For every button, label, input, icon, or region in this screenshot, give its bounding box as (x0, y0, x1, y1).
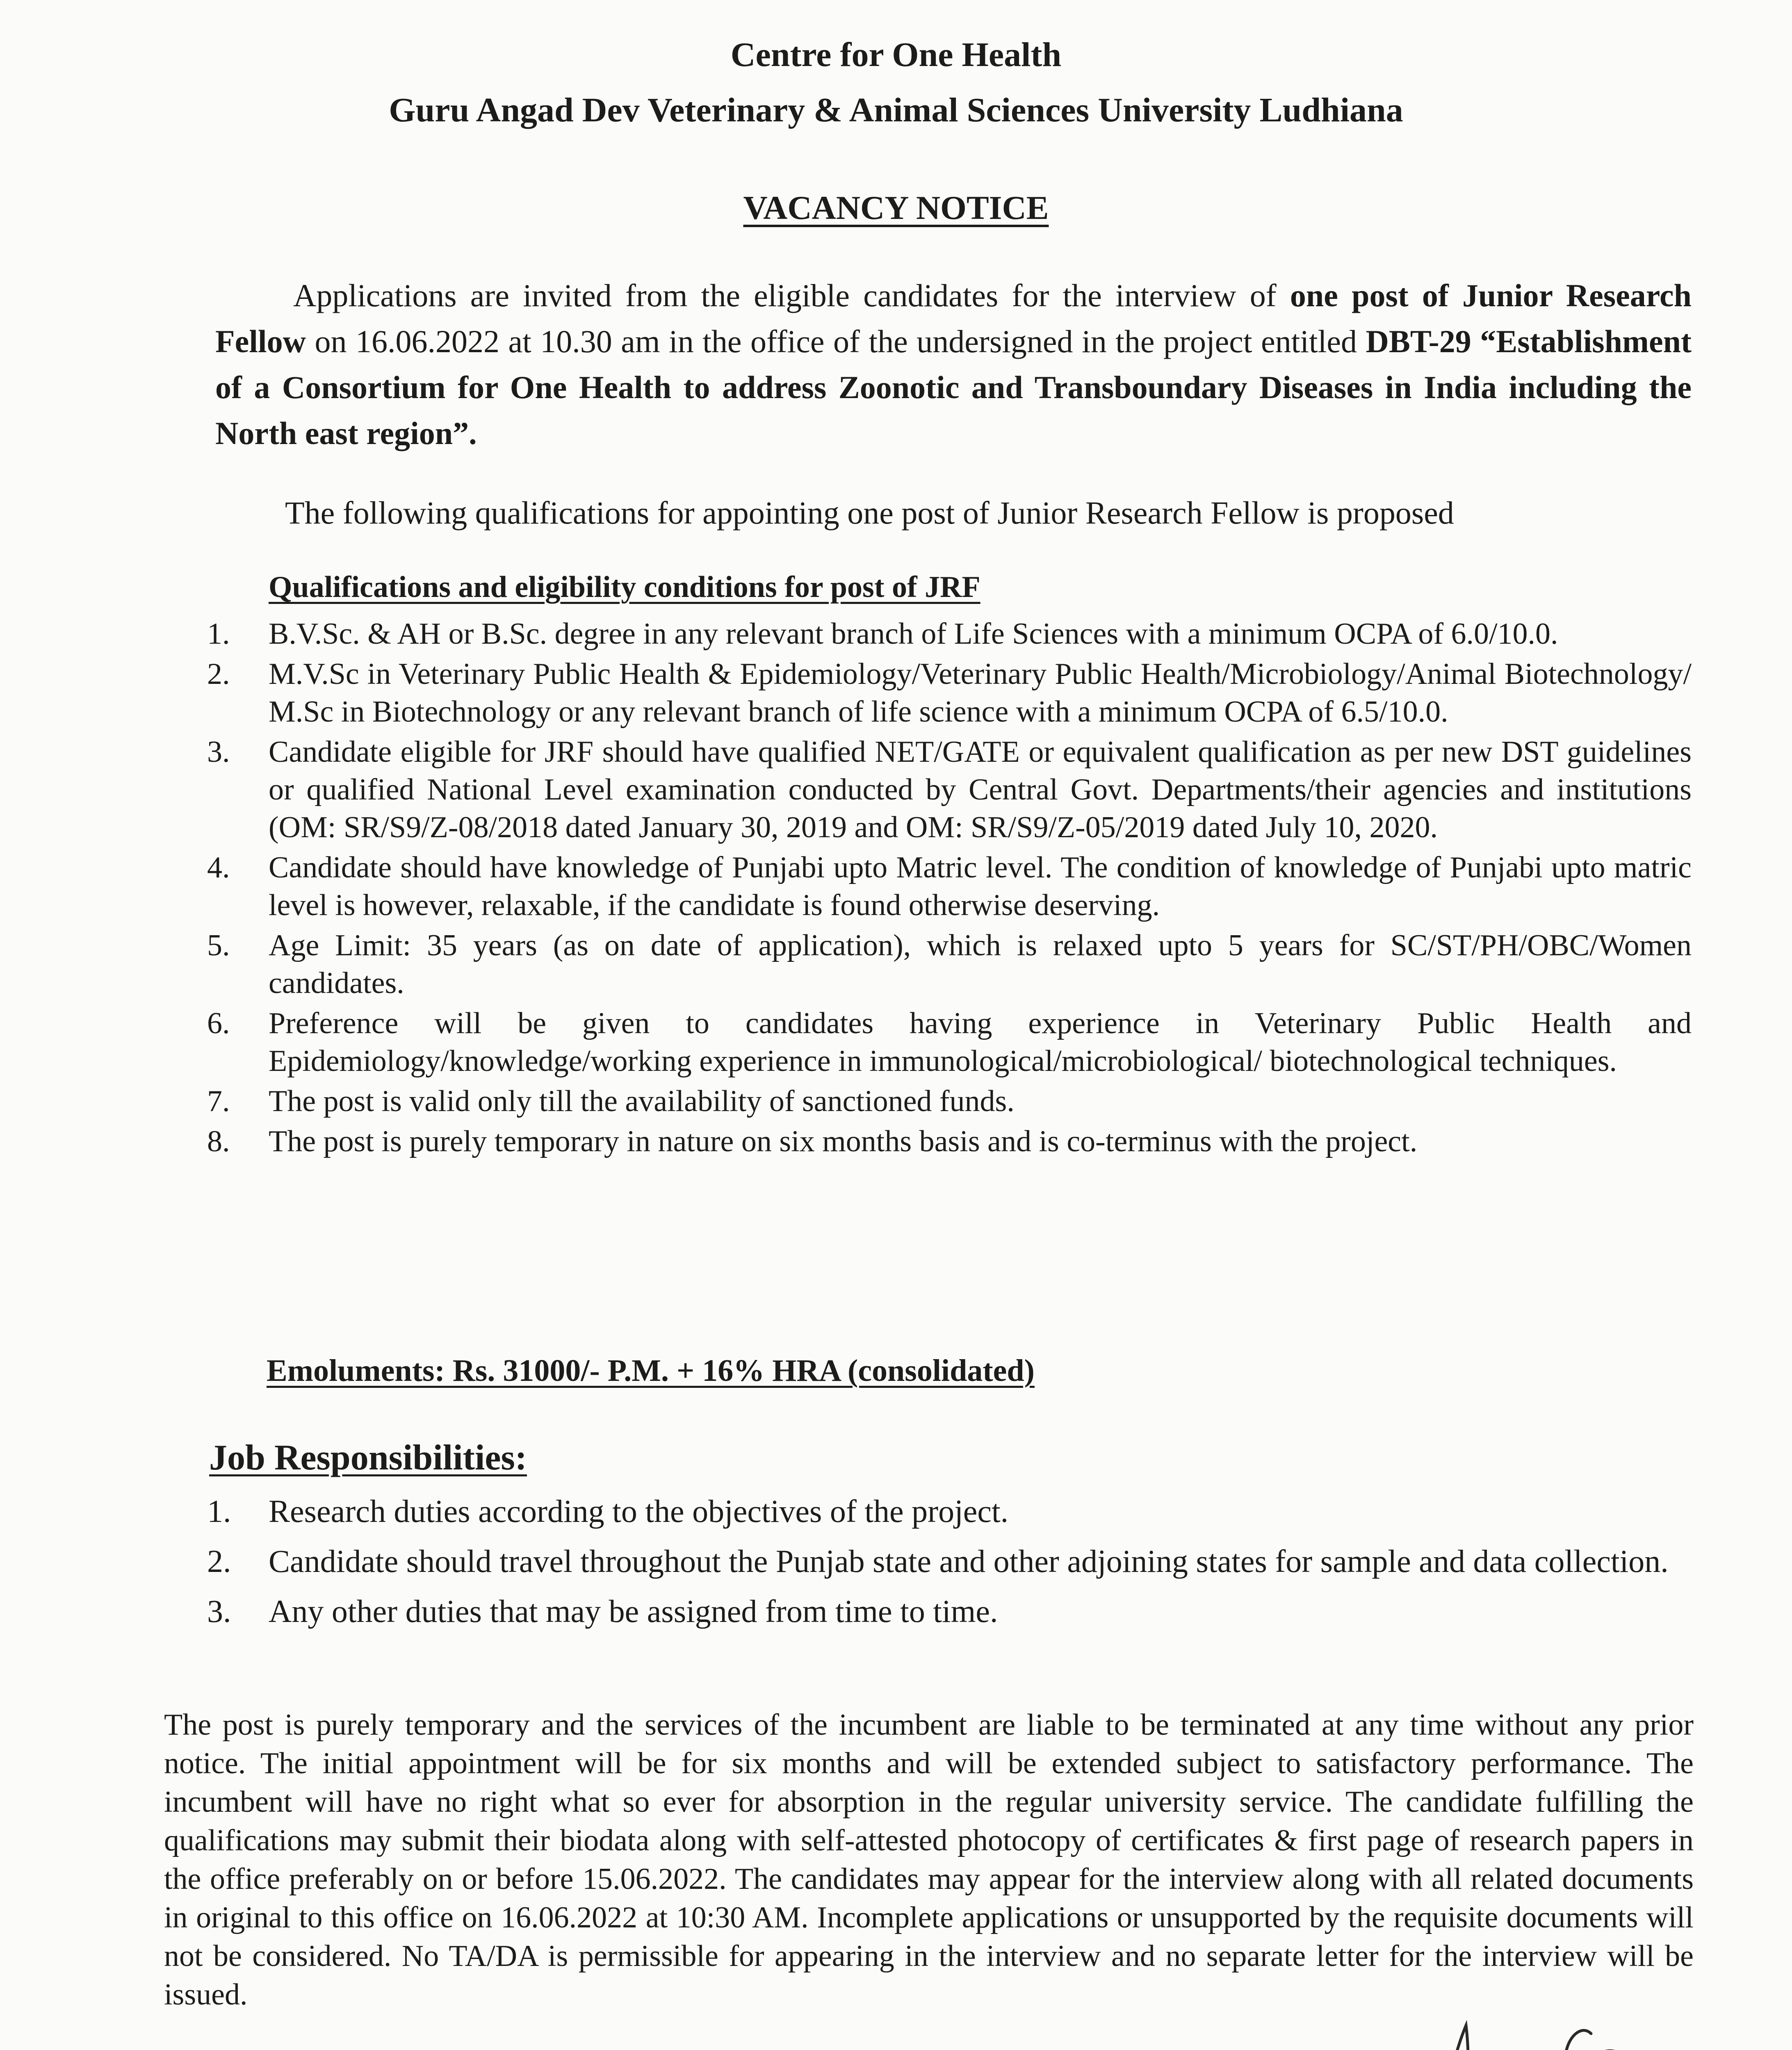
list-item: 3. Candidate eligible for JRF should have qualified NET/GATE or equivalent qualification as per new DST guidelines or qualified National Level examination conducted by Central Govt. Departments/their agencies and institutions (OM: SR/S9/Z-08/2018 dated January 30, 2019 and OM: SR/S9/Z-05/2019 dated July 10, 2020. (207, 735, 1692, 844)
org-title: Centre for One Health (730, 36, 1062, 74)
university-title: Guru Angad Dev Veterinary & Animal Sciences University Ludhiana (389, 91, 1403, 129)
list-item: 4. Candidate should have knowledge of Punjabi upto Matric level. The condition of knowledge of Punjabi upto matric level is however, relaxable, if the candidate is found otherwise deserving. (207, 851, 1692, 922)
qualifications-heading: Qualifications and eligibility conditions for post of JRF (269, 570, 980, 604)
proposed-line: The following qualifications for appointing one post of Junior Research Fellow is proposed (285, 495, 1454, 531)
closing-paragraph: The post is purely temporary and the services of the incumbent are liable to be terminated at any time without any prior notice. The initial appointment will be for six months and will be extended subject to satisfactory performance. The incumbent will have no right what so ever for absorption in the regular university service. The candidate fulfilling the qualifications may submit their biodata along with self-attested photocopy of certificates & first page of research papers in the office preferably on or before 15.06.2022. The candidates may appear for the interview along with all related documents in original to this office on 16.06.2022 at 10:30 AM. Incomplete applications or unsupported by the requisite documents will not be considered. No TA/DA is permissible for appearing in the interview and no separate letter for the interview will be issued. (164, 1708, 1694, 2011)
qualifications-list (207, 615, 1692, 1163)
list-item: 7. The post is valid only till the availability of sanctioned funds. (207, 1084, 1015, 1118)
list-item: 3. Any other duties that may be assigned from time to time. (207, 1593, 998, 1629)
emoluments-line: Emoluments: Rs. 31000/- P.M. + 16% HRA (consolidated) (267, 1353, 1035, 1388)
notice-title: VACANCY NOTICE (743, 189, 1049, 226)
job-responsibilities-heading: Job Responsibilities: (209, 1438, 527, 1478)
list-item: 2. Candidate should travel throughout the Punjab state and other adjoining states for sample and data collection. (207, 1543, 1669, 1579)
list-item: 5. Age Limit: 35 years (as on date of application), which is relaxed upto 5 years for SC/ST/PH/OBC/Women candidates. (207, 929, 1692, 1000)
list-item: 6. Preference will be given to candidates having experience in Veterinary Public Health and Epidemiology/knowledge/working experience in immunological/microbiological/ biotechnological techniques. (207, 1007, 1692, 1078)
intro-paragraph: Applications are invited from the eligible candidates for the interview of one post of Junior Research Fellow on 16.06.2022 at 10.30 am in the office of the undersigned in the project entitled DBT-29 “Establishment of a Consortium for One Health to address Zoonotic and Transboundary Diseases in India including the North east region”. (215, 278, 1692, 451)
list-item: 1. Research duties according to the objectives of the project. (207, 1493, 1009, 1529)
job-responsibilities-list (207, 1488, 1692, 1638)
director-signature (1394, 2001, 1714, 2050)
list-item: 8. The post is purely temporary in nature on six months basis and is co-terminus with the project. (207, 1125, 1418, 1158)
list-item: 1. B.V.Sc. & AH or B.Sc. degree in any relevant branch of Life Sciences with a minimum OCPA of 6.0/10.0. (207, 617, 1558, 651)
list-item: 2. M.V.Sc in Veterinary Public Health & Epidemiology/Veterinary Public Health/Microbiology/Animal Biotechnology/ M.Sc in Biotechnology or any relevant branch of life science with a minimum OCPA of 6.5/10.0. (207, 657, 1692, 729)
